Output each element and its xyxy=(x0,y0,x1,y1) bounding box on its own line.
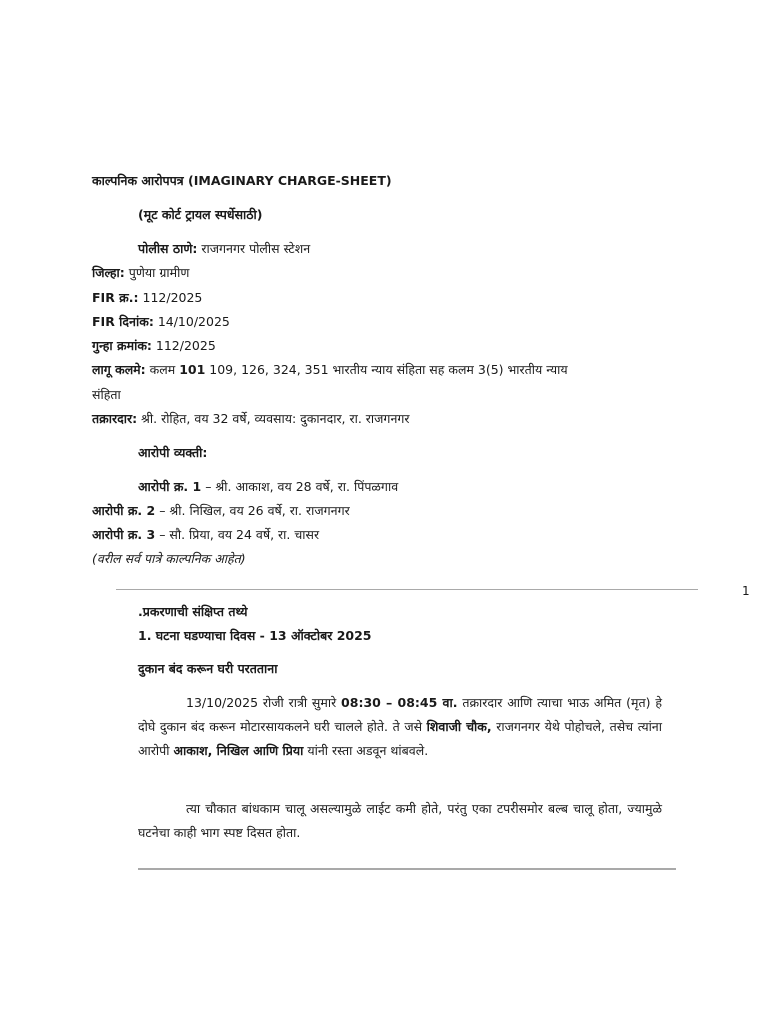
district-label: जिल्हा: xyxy=(92,265,125,280)
p1-text-b: तक्रारदार आणि त्याचा भाऊ अमित (मृत) हे दोघे दुकान बंद करून मोटारसायकलने घरी चालले होते. ते जसे xyxy=(138,695,662,734)
crime-number-value: 112/2025 xyxy=(155,338,216,353)
district-value: पुणेया ग्रामीण xyxy=(128,265,190,280)
complainant-line xyxy=(92,410,410,428)
title-english: (IMAGINARY CHARGE-SHEET) xyxy=(188,173,392,188)
police-station-line xyxy=(138,240,310,258)
title-marathi: काल्पनिक आरोपपत्र xyxy=(92,173,184,188)
facts-paragraph-2: त्या चौकात बांधकाम चालू असल्यामुळे लाईट कमी होते, परंतु एका टपरीसमोर बल्ब चालू होता, ज्यामुळे घटनेचा काही भाग स्पष्ट दिसत होता. xyxy=(138,801,662,840)
accused-item xyxy=(92,526,319,544)
accused-value: – सौ. प्रिया, वय 24 वर्षे, रा. चासर xyxy=(159,527,320,542)
complainant-label: तक्रारदार: xyxy=(92,411,138,426)
accused-label: आरोपी क्र. 3 xyxy=(92,527,156,542)
fir-number-line xyxy=(92,289,202,307)
page-number: 1 xyxy=(742,584,750,598)
p1-place: शिवाजी चौक, xyxy=(426,719,492,734)
accused-item xyxy=(138,478,398,496)
p1-time: 08:30 – 08:45 वा. xyxy=(341,695,458,710)
p1-names: आकाश, निखिल आणि प्रिया xyxy=(173,743,304,758)
sections-value-bold: 101 xyxy=(179,362,206,377)
p1-text-a: 13/10/2025 रोजी रात्री सुमारे xyxy=(186,695,337,710)
accused-label: आरोपी क्र. 1 xyxy=(138,479,202,494)
p1-text-c: राजगनगर येथे पोहोचले, तसेच त्यांना आरोपी xyxy=(138,719,662,758)
district-line xyxy=(92,264,189,282)
facts-subheading: दुकान बंद करून घरी परतताना xyxy=(138,661,278,676)
sections-label: लागू कलमे: xyxy=(92,362,146,377)
fir-date-value: 14/10/2025 xyxy=(157,314,230,329)
p1-text-d: यांनी रस्ता अडवून थांबवले. xyxy=(307,743,429,758)
fir-number-value: 112/2025 xyxy=(142,290,203,305)
police-station-label: पोलीस ठाणे: xyxy=(138,241,198,256)
facts-heading: .प्रकरणाची संक्षिप्त तथ्ये xyxy=(138,604,248,619)
complainant-value: श्री. रोहित, वय 32 वर्षे, व्यवसाय: दुकानदार, रा. राजगनगर xyxy=(141,411,410,426)
fictional-note: (वरील सर्व पात्रे काल्पनिक आहेत) xyxy=(92,551,246,566)
fir-date-label: FIR दिनांक: xyxy=(92,314,154,329)
sections-line-continued: संहिता xyxy=(92,387,121,402)
accused-value: – श्री. निखिल, वय 26 वर्षे, रा. राजगनगर xyxy=(159,503,350,518)
section-divider xyxy=(138,868,676,870)
document-subtitle: (मूट कोर्ट ट्रायल स्पर्धेसाठी) xyxy=(138,207,263,222)
sections-value-b: 109, 126, 324, 351 भारतीय न्याय संहिता सह कलम 3(5) भारतीय न्याय xyxy=(209,362,568,377)
fir-number-label: FIR क्र.: xyxy=(92,290,139,305)
facts-item-1: 1. घटना घडण्याचा दिवस - 13 ऑक्टोबर 2025 xyxy=(138,628,372,643)
fir-date-line xyxy=(92,313,230,331)
sections-line xyxy=(92,361,568,379)
page-divider xyxy=(116,589,698,590)
accused-value: – श्री. आकाश, वय 28 वर्षे, रा. पिंपळगाव xyxy=(205,479,399,494)
crime-number-label: गुन्हा क्रमांक: xyxy=(92,338,152,353)
accused-item xyxy=(92,502,350,520)
sections-value-a: कलम xyxy=(149,362,176,377)
police-station-value: राजगनगर पोलीस स्टेशन xyxy=(201,241,311,256)
document-title xyxy=(92,172,392,190)
accused-label: आरोपी क्र. 2 xyxy=(92,503,156,518)
accused-heading: आरोपी व्यक्ती: xyxy=(138,445,208,460)
facts-paragraph-1 xyxy=(138,691,662,763)
crime-number-line xyxy=(92,337,216,355)
